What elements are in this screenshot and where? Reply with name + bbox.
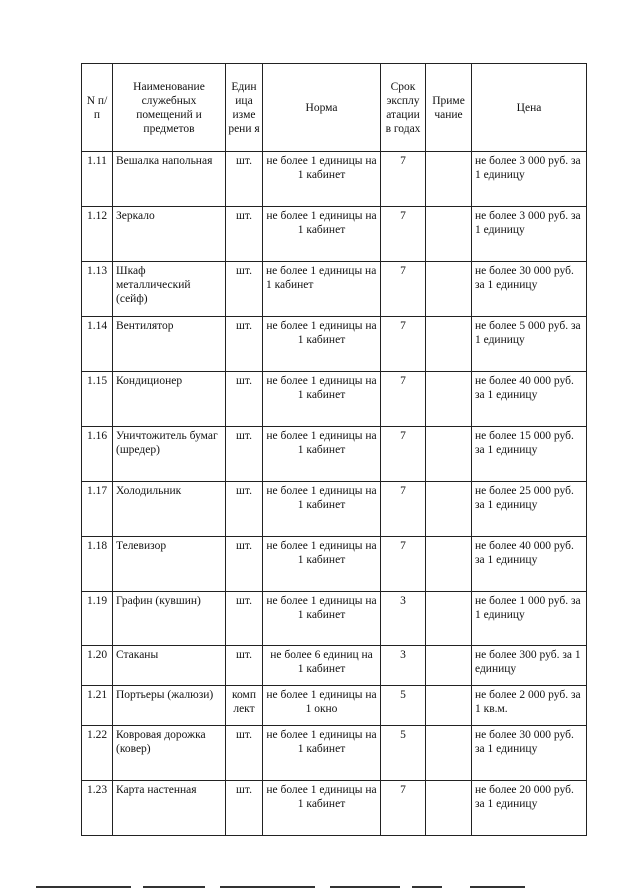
table-row: [82, 207, 587, 262]
row-price: не более 300 руб. за 1 единицу: [472, 646, 587, 686]
row-note: [426, 262, 472, 317]
row-unit: шт.: [226, 427, 263, 482]
row-num: 1.17: [82, 482, 113, 537]
header-norm: Норма: [263, 64, 381, 152]
table-body: [82, 152, 587, 836]
table-row: [82, 537, 587, 592]
row-term: 3: [381, 646, 426, 686]
row-norm: не более 1 единицы на 1 кабинет: [263, 592, 381, 646]
row-name: Зеркало: [113, 207, 226, 262]
row-unit: шт.: [226, 726, 263, 781]
table-row: [82, 372, 587, 427]
row-term: 7: [381, 152, 426, 207]
row-num: 1.18: [82, 537, 113, 592]
row-num: 1.13: [82, 262, 113, 317]
row-price: не более 2 000 руб. за 1 кв.м.: [472, 686, 587, 726]
row-unit: шт.: [226, 482, 263, 537]
row-note: [426, 372, 472, 427]
row-num: 1.20: [82, 646, 113, 686]
row-term: 7: [381, 537, 426, 592]
row-num: 1.19: [82, 592, 113, 646]
row-unit: шт.: [226, 646, 263, 686]
scan-artifact-line: [143, 886, 205, 888]
row-note: [426, 592, 472, 646]
row-unit: шт.: [226, 207, 263, 262]
table-row: [82, 592, 587, 646]
row-term: 7: [381, 427, 426, 482]
row-norm: не более 1 единицы на 1 кабинет: [263, 372, 381, 427]
row-num: 1.14: [82, 317, 113, 372]
table-row: [82, 781, 587, 836]
scan-artifact-line: [36, 886, 131, 888]
table-row: [82, 686, 587, 726]
table-row: [82, 262, 587, 317]
row-num: 1.12: [82, 207, 113, 262]
scan-artifact-line: [470, 886, 525, 888]
row-unit: шт.: [226, 781, 263, 836]
row-unit: шт.: [226, 537, 263, 592]
row-term: 7: [381, 372, 426, 427]
row-unit: комп лект: [226, 686, 263, 726]
row-name: Холодильник: [113, 482, 226, 537]
row-name: Карта настенная: [113, 781, 226, 836]
row-norm: не более 1 единицы на 1 кабинет: [263, 537, 381, 592]
row-norm: не более 1 единицы на 1 кабинет: [263, 427, 381, 482]
row-num: 1.23: [82, 781, 113, 836]
header-price: Цена: [472, 64, 587, 152]
table-row: [82, 427, 587, 482]
row-norm: не более 1 единицы на 1 кабинет: [263, 781, 381, 836]
row-term: 7: [381, 781, 426, 836]
row-note: [426, 781, 472, 836]
row-norm: не более 1 единицы на 1 кабинет: [263, 317, 381, 372]
row-name: Телевизор: [113, 537, 226, 592]
row-note: [426, 152, 472, 207]
row-norm: не более 1 единицы на 1 кабинет: [263, 726, 381, 781]
header-unit: Един ица изме рени я: [226, 64, 263, 152]
row-note: [426, 427, 472, 482]
header-name: Наименование служебных помещений и предметов: [113, 64, 226, 152]
row-num: 1.15: [82, 372, 113, 427]
scan-artifact-line: [412, 886, 442, 888]
row-name: Вентилятор: [113, 317, 226, 372]
header-note: Приме чание: [426, 64, 472, 152]
row-name: Шкаф металлический (сейф): [113, 262, 226, 317]
row-note: [426, 726, 472, 781]
row-unit: шт.: [226, 317, 263, 372]
row-term: 5: [381, 686, 426, 726]
row-num: 1.16: [82, 427, 113, 482]
row-name: Уничтожитель бумаг (шредер): [113, 427, 226, 482]
row-norm: не более 1 единицы на 1 кабинет: [263, 207, 381, 262]
row-num: 1.11: [82, 152, 113, 207]
row-unit: шт.: [226, 372, 263, 427]
row-norm: не более 1 единицы на 1 окно: [263, 686, 381, 726]
row-note: [426, 317, 472, 372]
row-term: 7: [381, 482, 426, 537]
row-price: не более 20 000 руб. за 1 единицу: [472, 781, 587, 836]
table-row: [82, 482, 587, 537]
row-norm: не более 6 единиц на 1 кабинет: [263, 646, 381, 686]
row-unit: шт.: [226, 262, 263, 317]
row-norm: не более 1 единицы на 1 кабинет: [263, 482, 381, 537]
row-norm: не более 1 единицы на 1 кабинет: [263, 152, 381, 207]
row-term: 7: [381, 317, 426, 372]
row-num: 1.21: [82, 686, 113, 726]
header-term: Срок эксплу атации в годах: [381, 64, 426, 152]
table-header: [82, 64, 587, 152]
row-note: [426, 686, 472, 726]
row-unit: шт.: [226, 152, 263, 207]
row-term: 7: [381, 262, 426, 317]
row-name: Портьеры (жалюзи): [113, 686, 226, 726]
row-name: Графин (кувшин): [113, 592, 226, 646]
row-name: Стаканы: [113, 646, 226, 686]
row-price: не более 1 000 руб. за 1 единицу: [472, 592, 587, 646]
row-name: Кондиционер: [113, 372, 226, 427]
scan-artifact-line: [220, 886, 315, 888]
row-num: 1.22: [82, 726, 113, 781]
norms-table: [81, 63, 587, 836]
table-row: [82, 646, 587, 686]
row-note: [426, 207, 472, 262]
row-price: не более 3 000 руб. за 1 единицу: [472, 207, 587, 262]
table-row: [82, 317, 587, 372]
row-price: не более 30 000 руб. за 1 единицу: [472, 262, 587, 317]
row-price: не более 40 000 руб. за 1 единицу: [472, 372, 587, 427]
row-price: не более 25 000 руб. за 1 единицу: [472, 482, 587, 537]
row-price: не более 15 000 руб. за 1 единицу: [472, 427, 587, 482]
row-note: [426, 482, 472, 537]
table-row: [82, 726, 587, 781]
table-row: [82, 152, 587, 207]
row-unit: шт.: [226, 592, 263, 646]
row-norm: не более 1 единицы на 1 кабинет: [263, 262, 381, 317]
row-term: 7: [381, 207, 426, 262]
scan-artifact-line: [330, 886, 400, 888]
row-note: [426, 646, 472, 686]
row-price: не более 30 000 руб. за 1 единицу: [472, 726, 587, 781]
row-term: 3: [381, 592, 426, 646]
row-name: Вешалка напольная: [113, 152, 226, 207]
row-price: не более 40 000 руб. за 1 единицу: [472, 537, 587, 592]
row-term: 5: [381, 726, 426, 781]
row-name: Ковровая дорожка (ковер): [113, 726, 226, 781]
row-note: [426, 537, 472, 592]
row-price: не более 3 000 руб. за 1 единицу: [472, 152, 587, 207]
header-num: N п/п: [82, 64, 113, 152]
row-price: не более 5 000 руб. за 1 единицу: [472, 317, 587, 372]
